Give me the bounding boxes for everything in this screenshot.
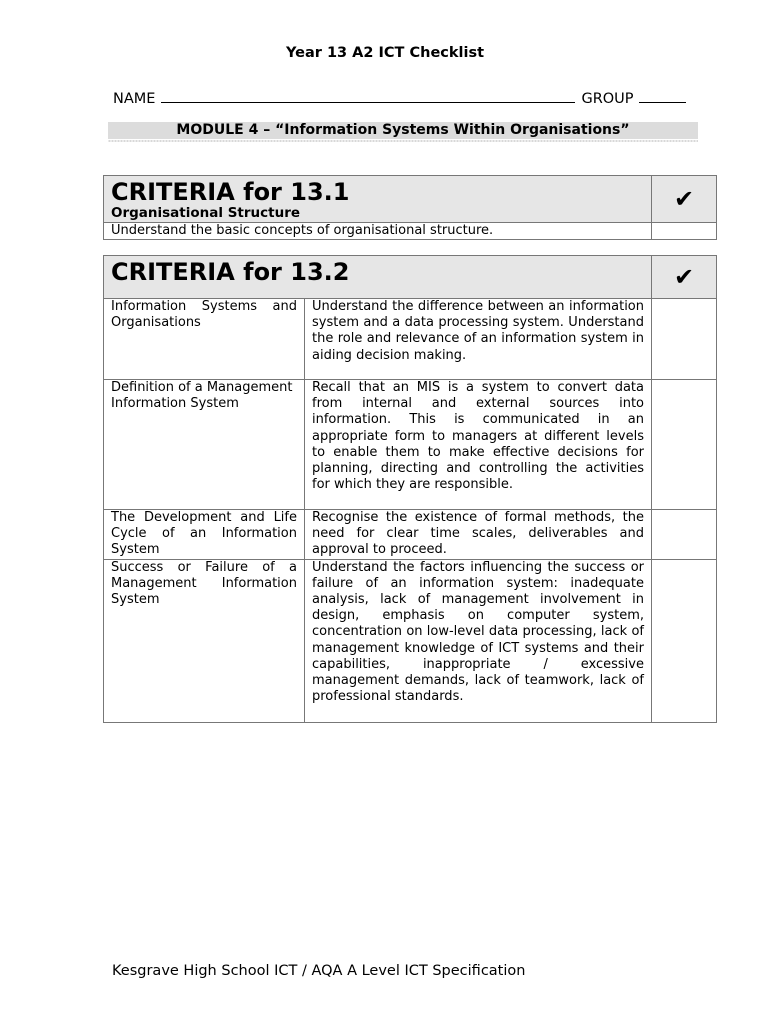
criteria-topic: Success or Failure of a Management Information System — [104, 559, 305, 722]
criteria-13-1-table — [103, 175, 717, 240]
tick-icon: ✔ — [652, 256, 717, 299]
criteria-description: Recognise the existence of formal methods, the need for clear time scales, deliverables and approval to proceed. — [305, 510, 652, 560]
module-banner: MODULE 4 – “Information Systems Within Organisations” — [108, 122, 698, 139]
criteria-13-1-subheading: Organisational Structure — [111, 205, 301, 221]
criteria-13-2-table — [103, 255, 717, 723]
name-field[interactable] — [161, 88, 575, 103]
checkbox-cell[interactable] — [652, 380, 717, 510]
page-footer: Kesgrave High School ICT / AQA A Level ICT Specification — [112, 963, 526, 979]
group-label: GROUP — [581, 91, 634, 107]
criteria-row — [104, 510, 717, 560]
criteria-row — [104, 299, 717, 380]
criteria-13-2-header — [104, 256, 652, 299]
criteria-description: Understand the difference between an information system and a data processing system. Understand the role and relevance of an information system in aiding decision making. — [305, 299, 652, 380]
criteria-row — [104, 559, 717, 722]
module-divider — [108, 140, 698, 142]
criteria-13-2-heading: CRITERIA for 13.2 — [111, 258, 350, 286]
criteria-row — [104, 380, 717, 510]
checkbox-cell[interactable] — [652, 559, 717, 722]
criteria-13-1-header — [104, 176, 652, 223]
criteria-description: Understand the factors influencing the success or failure of an information system: inadequate analysis, lack of management involvement in design, emphasis on computer system, concentration on low-level data processing, lack of management knowledge of ICT systems and their capabilities, inappropriate / excessive management demands, lack of teamwork, lack of professional standards. — [305, 559, 652, 722]
checkbox-cell[interactable] — [652, 510, 717, 560]
criteria-13-1-row-text: Understand the basic concepts of organisational structure. — [104, 223, 652, 240]
group-field[interactable] — [639, 88, 686, 103]
tick-icon: ✔ — [652, 176, 717, 223]
criteria-topic: Definition of a Management Information System — [104, 380, 305, 510]
criteria-description: Recall that an MIS is a system to convert data from internal and external sources into information. This is communicated in an appropriate form to managers at different levels to enable them to make effective decisions for planning, directing and controlling the activities for which they are responsible. — [305, 380, 652, 510]
criteria-13-1-heading: CRITERIA for 13.1 — [111, 178, 350, 206]
checkbox-cell[interactable] — [652, 299, 717, 380]
criteria-topic: The Development and Life Cycle of an Information System — [104, 510, 305, 560]
name-group-line — [113, 88, 695, 107]
name-label: NAME — [113, 91, 156, 107]
checkbox-cell[interactable] — [652, 223, 717, 240]
page-title: Year 13 A2 ICT Checklist — [285, 45, 485, 61]
criteria-topic: Information Systems and Organisations — [104, 299, 305, 380]
